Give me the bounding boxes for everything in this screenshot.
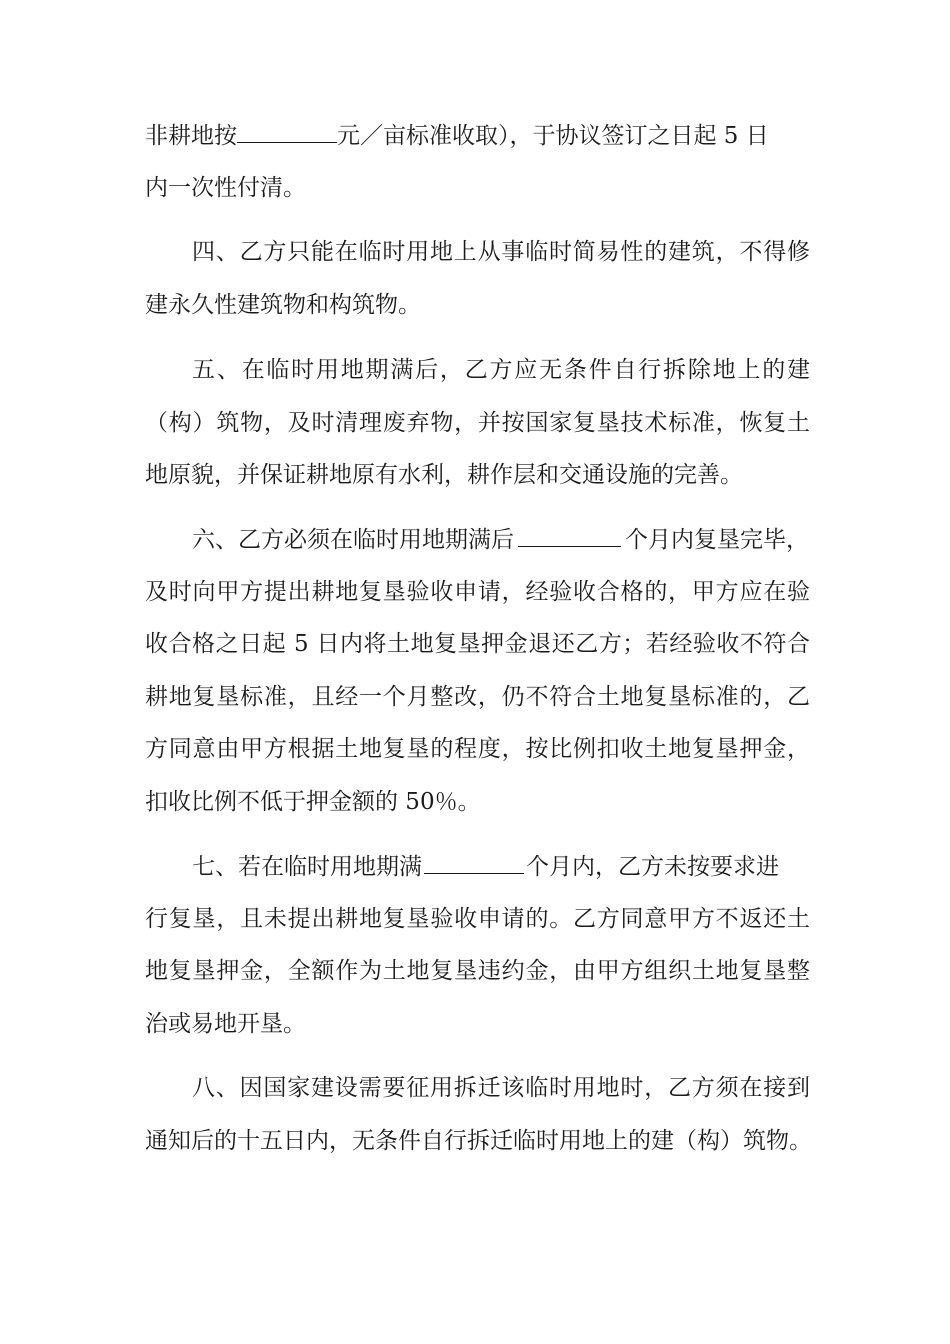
clause-4-line-1: 四、乙方只能在临时用地上从事临时简易性的建筑，不得修 [192, 239, 810, 265]
text-segment: 六、乙方必须在临时用地期满后 [192, 527, 514, 553]
clause-4-line-2: 建永久性建筑物和构筑物。 [145, 292, 421, 318]
clause-6-line-3: 收合格之日起 5 日内将土地复垦押金退还乙方；若经验收不符合 [145, 631, 810, 657]
fill-in-blank [518, 524, 621, 547]
clause-7-line-2: 行复垦，且未提出耕地复垦验收申请的。乙方同意甲方不返还土 [145, 906, 810, 932]
clause-8-line-2: 通知后的十五日内，无条件自行拆迁临时用地上的建（构）筑物。 [145, 1128, 812, 1154]
clause-7-line-3: 地复垦押金，全额作为土地复垦违约金，由甲方组织土地复垦整 [145, 958, 810, 984]
clause-6-line-4: 耕地复垦标准，且经一个月整改，仍不符合土地复垦标准的，乙 [145, 684, 810, 710]
text-segment: 七、若在临时用地期满 [192, 854, 422, 880]
clause-5-line-1: 五、在临时用地期满后，乙方应无条件自行拆除地上的建 [192, 357, 810, 383]
fill-in-blank [424, 851, 524, 874]
text-segment: 非耕地按 [145, 123, 237, 149]
clause-5-line-2: （构）筑物，及时清理废弃物，并按国家复垦技术标准，恢复土 [145, 410, 810, 436]
clause-6-line-1 [145, 524, 810, 554]
clause-6-line-2: 及时向甲方提出耕地复垦验收申请，经验收合格的，甲方应在验 [145, 579, 810, 605]
clause-7-line-1 [145, 851, 810, 881]
clause-7-line-4: 治或易地开垦。 [145, 1011, 306, 1037]
fill-in-blank [237, 120, 337, 143]
clause-6-line-5: 方同意由甲方根据土地复垦的程度，按比例扣收土地复垦押金， [145, 736, 810, 762]
text-segment: 个月内复垦完毕， [625, 527, 809, 553]
clause-6-line-6: 扣收比例不低于押金额的 50％。 [145, 789, 481, 815]
clause-3-continuation-line-1 [145, 120, 810, 150]
clause-3-continuation-line-2: 内一次性付清。 [145, 175, 306, 201]
text-segment: 元／亩标准收取），于协议签订之日起 5 日 [337, 123, 769, 149]
clause-5-line-3: 地原貌，并保证耕地原有水利，耕作层和交通设施的完善。 [145, 462, 743, 488]
text-segment: 个月内，乙方未按要求进 [526, 854, 779, 880]
clause-8-line-1: 八、因国家建设需要征用拆迁该临时用地时，乙方须在接到 [192, 1075, 810, 1101]
